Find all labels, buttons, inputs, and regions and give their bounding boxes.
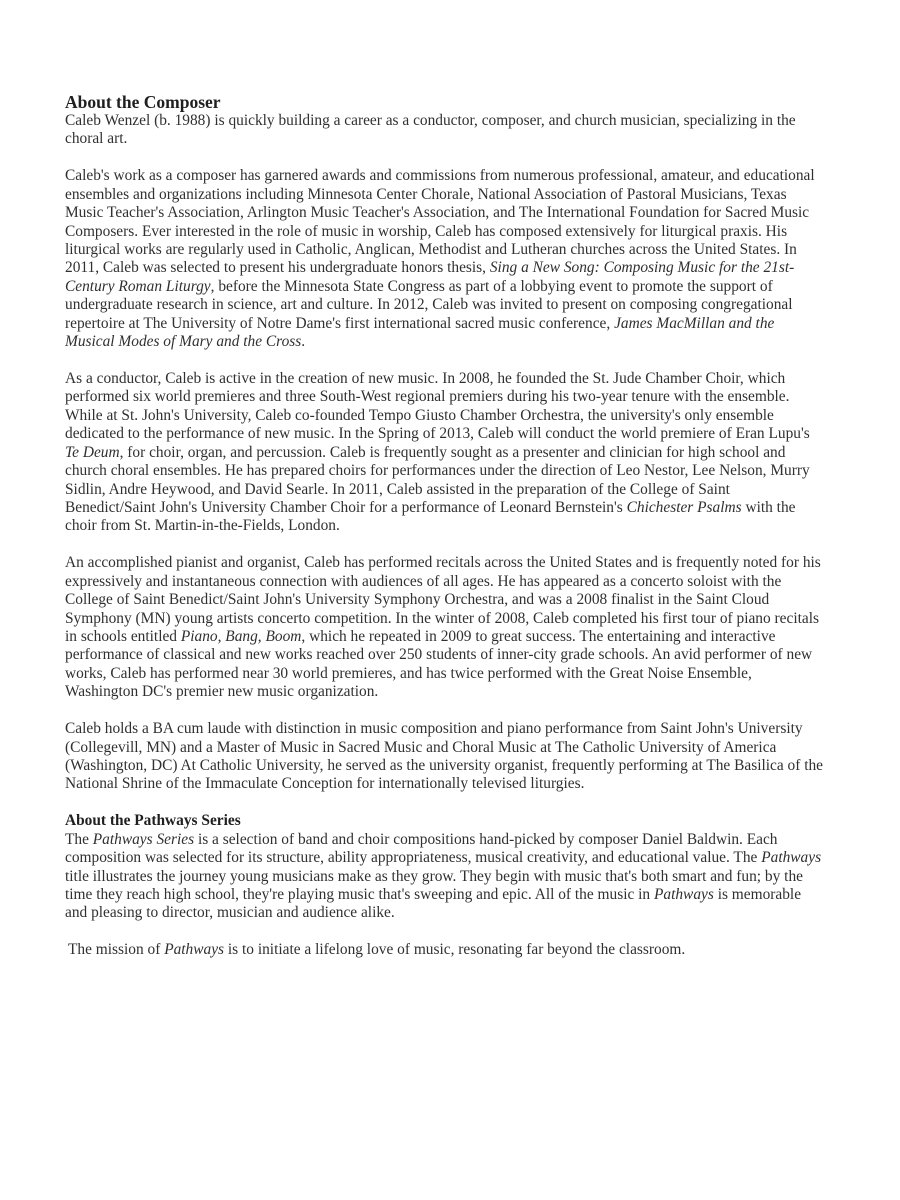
work-title: Chichester Psalms <box>626 498 742 516</box>
about-composer-heading: About the Composer <box>65 92 221 112</box>
text-run: The mission of <box>68 941 165 959</box>
text-run: , which he repeated in 2009 to great success. The entertaining and interactive performance of classical and new works reached over 250 students of inner-city grade schools. An avid performer of new works, Caleb has performed near 30 world premieres, and has twice performed with the Great Noise Ensemble, Washington DC's premier new music organization. <box>65 627 813 701</box>
pathways-mission-paragraph <box>65 941 823 959</box>
series-title: Pathways <box>761 849 822 867</box>
text-run: is to initiate a lifelong love of music, resonating far beyond the classroom. <box>224 941 686 959</box>
composer-paragraph-2 <box>65 370 823 536</box>
text-run: As a conductor, Caleb is active in the creation of new music. In 2008, he founded the St. Jude Chamber Choir, which performed six world premieres and three South-West regional premiers during his two-year tenure with the ensemble. While at St. John's University, Caleb co-founded Tempo Giusto Chamber Orchestra, the university's only ensemble dedicated to the performance of new music. In the Spring of 2013, Caleb will conduct the world premiere of Eran Lupu's <box>65 370 810 443</box>
document-page <box>65 92 823 978</box>
text-run: Caleb's work as a composer has garnered awards and commissions from numerous professional, amateur, and educational ensembles and organizations including Minnesota Center Chorale, National Association of Pastoral Musicians, Texas Music Teacher's Association, Arlington Music Teacher's Association, and The International Foundation for Sacred Music Composers. Ever interested in the role of music in worship, Caleb has composed extensively for liturgical praxis. His liturgical works are regularly used in Catholic, Anglican, Methodist and Lutheran churches across the United States. In 2011, Caleb was selected to present his undergraduate honors thesis, <box>65 167 815 277</box>
series-title: Pathways <box>164 941 225 959</box>
composer-paragraph-1 <box>65 167 823 351</box>
text-run: is a selection of band and choir compositions hand-picked by composer Daniel Baldwin. Each composition was selected for its structure, ability appropriateness, musical creativity, and educational value. The <box>65 830 778 867</box>
text-run: , before the Minnesota State Congress as part of a lobbying event to promote the support of undergraduate research in science, art and culture. In 2012, Caleb was invited to present on composing congregational repertoire at The University of Notre Dame's first international sacred music conference, <box>65 277 793 332</box>
series-title: Pathways <box>653 886 714 903</box>
pathways-paragraph-1 <box>65 831 823 923</box>
text-run: The <box>65 830 93 848</box>
work-title: Te Deum <box>65 443 120 461</box>
recital-title: Piano, Bang, Boom <box>180 627 302 645</box>
text-run: with the choir from St. Martin-in-the-Fields, London. <box>65 498 796 535</box>
text-run: title illustrates the journey young musicians make as they grow. They begin with music that's both smart and fun; by the time they reach high school, they're playing music that's sweeping and epic. All of the music in <box>65 867 803 903</box>
text-run: An accomplished pianist and organist, Caleb has performed recitals across the United States and is frequently noted for his expressively and instantaneous connection with audiences of all ages. He has appeared as a concerto soloist with the College of Saint Benedict/Saint John's University Symphony Orchestra, and was a 2008 finalist in the Saint Cloud Symphony (MN) young artists concerto competition. In the winter of 2008, Caleb completed his first tour of piano recitals in schools entitled <box>65 554 821 645</box>
text-run: is memorable and pleasing to director, musician and audience alike. <box>65 886 802 922</box>
about-pathways-heading: About the Pathways Series <box>65 812 241 830</box>
thesis-title: Sing a New Song: Composing Music for the 21st-Century Roman Liturgy <box>65 259 795 295</box>
text-run: , for choir, organ, and percussion. Caleb is frequently sought as a presenter and clinician for high school and church choral ensembles. He has prepared choirs for performances under the direction of Leo Nestor, Lee Nelson, Murry Sidlin, Andre Heywood, and David Searle. In 2011, Caleb assisted in the preparation of the College of Saint Benedict/Saint John's University Chamber Choir for a performance of Leonard Bernstein's <box>65 443 810 516</box>
series-title: Pathways Series <box>92 830 195 848</box>
text-run: . <box>301 333 306 351</box>
conference-title: James MacMillan and the Musical Modes of Mary and the Cross <box>65 314 775 351</box>
composer-paragraph-3 <box>65 554 823 701</box>
composer-paragraph-4: Caleb holds a BA cum laude with distinction in music composition and piano performance from Saint John's University (Collegevill, MN) and a Master of Music in Sacred Music and Choral Music at The Catholic University of America (Washington, DC) At Catholic University, he served as the university organist, frequently performing at The Basilica of the National Shrine of the Immaculate Conception for internationally televised liturgies. <box>65 720 824 793</box>
composer-intro-paragraph: Caleb Wenzel (b. 1988) is quickly building a career as a conductor, composer, and church musician, specializing in the choral art. <box>65 112 796 148</box>
